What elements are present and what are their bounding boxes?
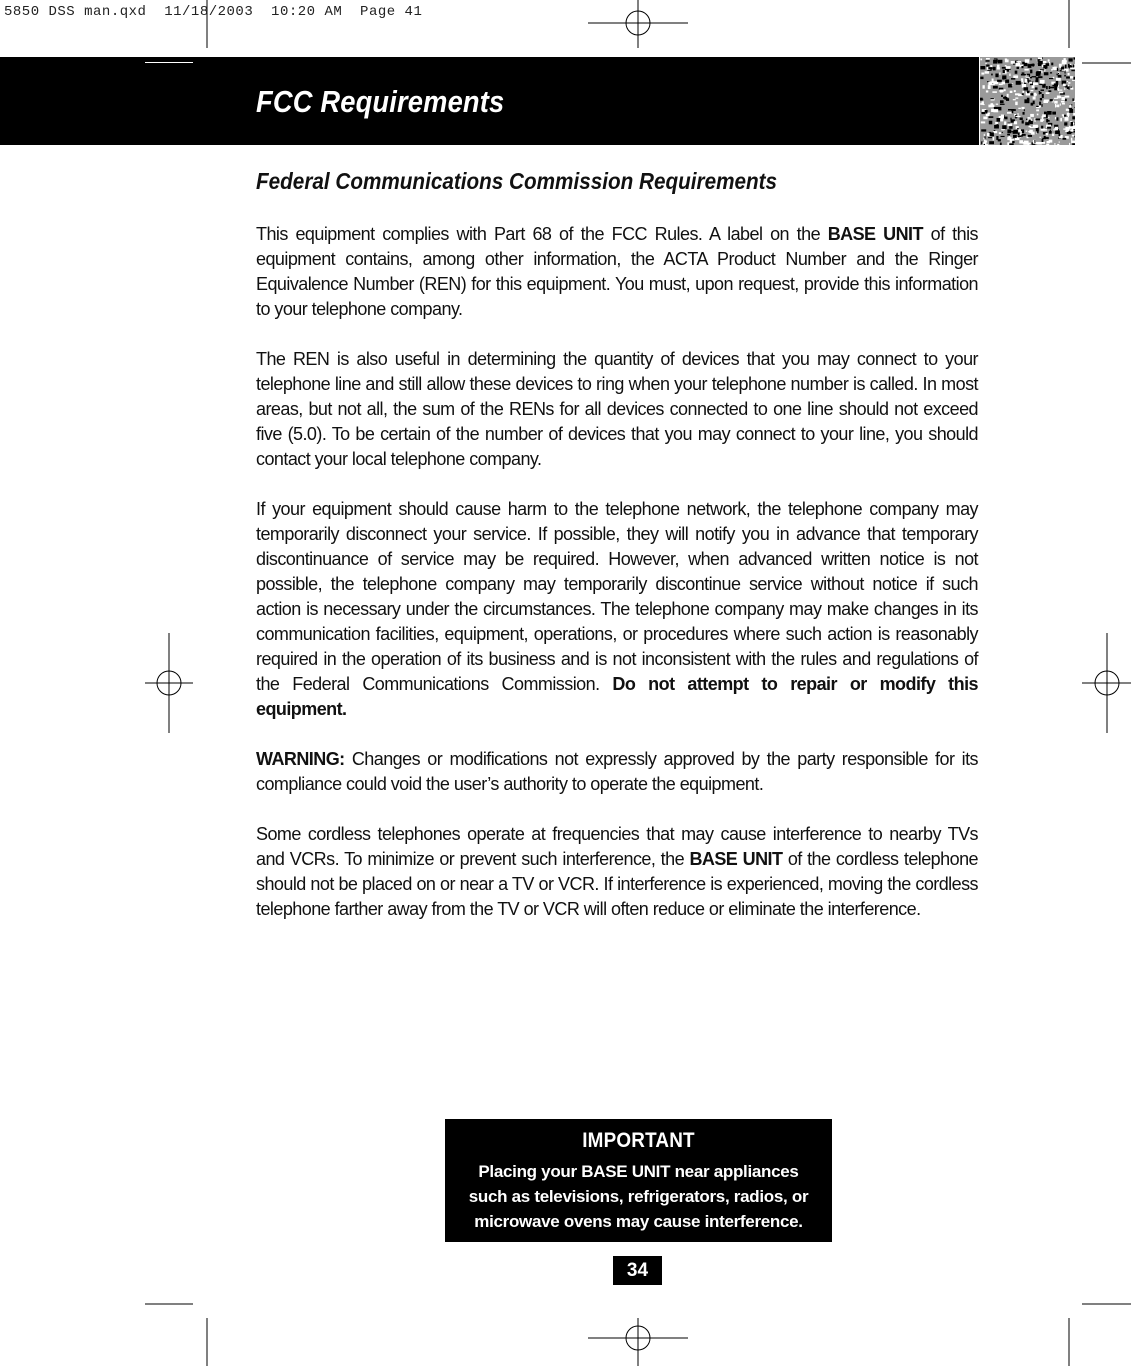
paragraph-warning bbox=[256, 747, 978, 797]
p5-base-unit: BASE UNIT bbox=[689, 849, 783, 869]
p2-text: The REN is also useful in determining the quantity of devices that you may connect to your telephone line and still allow these devices to ring when your telephone number is called. In most areas, but not all, the sum of the RENs for all devices connected to one line should not exceed five (5.0). To be certain of the number of devices that you may connect to your line, you should contact your local telephone company. bbox=[256, 349, 978, 469]
p4-text: Changes or modifications not expressly approved by the party responsible for its compliance could void the user’s authority to operate the equipment. bbox=[256, 749, 978, 794]
p4-warning-label: WARNING: bbox=[256, 749, 345, 769]
print-slug: 5850 DSS man.qxd 11/18/2003 10:20 AM Page 41 bbox=[4, 4, 423, 20]
p3-text-a: If your equipment should cause harm to the telephone network, the telephone company may temporarily disconnect your service. If possible, they will notify you in advance that temporary discontinuance of service may be required. However, when advanced written notice is not possible, the telephone company may temporarily discontinue service without notice if such action is necessary under the circumstances. The telephone company may make changes in its communication facilities, equipment, operations, or procedures where such action is reasonably required in the operation of its business and is not inconsistent with the rules and regulations of the Federal Communications Commission. bbox=[256, 499, 978, 694]
p5-text-c: of the cordless telephone should not be placed on or near a TV or VCR. If interference is experienced, moving the cordless telephone farther away from the TV or VCR will often reduce or eliminate the interference. bbox=[256, 849, 978, 919]
important-line-2: such as televisions, refrigerators, radios, or bbox=[468, 1187, 809, 1206]
important-title: IMPORTANT bbox=[582, 1129, 695, 1152]
header-rule bbox=[145, 62, 193, 63]
body-text bbox=[256, 222, 978, 947]
paragraph-network-harm bbox=[256, 497, 978, 722]
section-title: Federal Communications Commission Requirements bbox=[256, 168, 778, 194]
p5-text-a: Some cordless telephones operate at frequencies that may cause interference to nearby TVs and VCRs. To minimize or prevent such interference, the bbox=[256, 824, 978, 869]
page-title: FCC Requirements bbox=[256, 84, 505, 119]
p3-repair-warning: Do not attempt to repair or modify this equipment. bbox=[256, 674, 978, 719]
important-line-1: Placing your BASE UNIT near appliances bbox=[478, 1162, 799, 1181]
paragraph-label-info bbox=[256, 222, 978, 322]
p1-text-a: This equipment complies with Part 68 of the FCC Rules. A label on the bbox=[256, 224, 828, 244]
paragraph-ren bbox=[256, 347, 978, 472]
important-message bbox=[445, 1159, 832, 1234]
p1-text-c: of this equipment contains, among other information, the ACTA Product Number and the Ringer Equivalence Number (REN) for this equipment. You must, upon request, provide this information to your telephone company. bbox=[256, 224, 978, 319]
p1-base-unit: BASE UNIT bbox=[827, 224, 923, 244]
page-number: 34 bbox=[613, 1256, 662, 1285]
important-notice-box bbox=[445, 1119, 832, 1242]
paragraph-interference bbox=[256, 822, 978, 922]
important-line-3: microwave ovens may cause interference. bbox=[474, 1212, 803, 1231]
noise-texture-decoration bbox=[980, 57, 1075, 145]
